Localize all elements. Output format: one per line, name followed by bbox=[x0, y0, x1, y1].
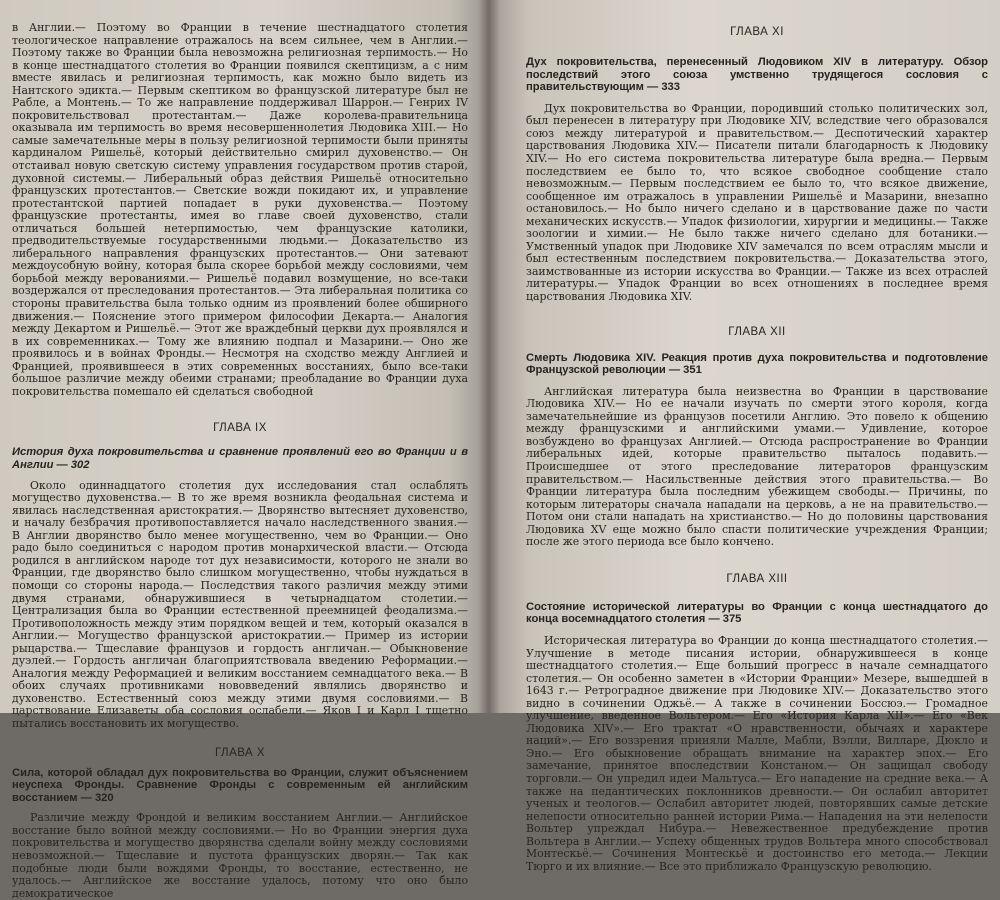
chapter-10-title: Сила, которой обладал дух покровительства во Франции, служит объяснением неуспеха Фронды. Сравнение Фронды с современным ей английским восстанием — 320 bbox=[12, 766, 468, 804]
book-gutter bbox=[478, 0, 500, 713]
chapter-9-heading: ГЛАВА IX bbox=[213, 422, 267, 435]
chapter-12-heading: ГЛАВА XII bbox=[728, 325, 786, 338]
chapter-13-body: Историческая литература во Франции до конца шестнадцатого столетия.— Улучшение в методе писания истории, обнаружившееся в конце шестнадцатого столетия.— Еще больший прогресс в начале семнадцатого столетия.— Он особенно заметен в «Истории Франции» Мезере, вышедшей в 1643 г.— Ретроградное движение при Людовике XIV.— Доказательство этого видно в сочинении Оджьё.— А также в сочинении Боссюэ.— Громадное улучшение, введенное Вольтером.— Его «История Карла XII».— Его «Век Людовика XIV».— Его трактат «О нравственности, обычаях и характере наций».— Его воззрения приняли Малле, Мабли, Вэлли, Вилларе, Дюкло и Эно.— Его обыкновение обращать внимание на характер эпох.— Его замечание, принятое впоследствии Констаном.— Он защищал свободу торговли.— Он упредил идеи Мальтуса.— Его нападение на средние века.— А также на педантических поклонников древности.— Он ослабил авторитет ученых и теологов.— Ослабил авторитет людей, повторявших самые детские нелепости относительно ранней истории Рима.— Нападения на эти нелепости Вольтер упреждал Нибура.— Невежественное предубеждение против Вольтера в Англии.— Успеху общенных трудов Вольтера много способствовал Монтескьё.— Сочинения Монтескьё и достоинство его метода.— Лекции Тюрго и их влияние.— Все это приближало Французскую революцию. bbox=[526, 634, 988, 873]
chapter-9-body: Около одиннадцатого столетия дух исследования стал ослаблять могущество духовенства.— В то же время возникла феодальная система и явилась наследственная аристократия.— Дворянство вытесняет духовенство, и началу безбрачия противопоставляется начало наследственного звания.— В Англии дворянство было менее могущественно, чем во Франции.— Оно радо было соединиться с народом против монархической власти.— Отсюда родился в английском народе тот дух независимости, которого не знали во Франции, где дворянство было слишком могущественно, чтобы нуждаться в помощи со стороны народа.— Последствия такого различия между этими двумя странами, обнаружившиеся в четырнадцатом столетии.— Централизация была во Франции естественной преемницей феодализма.— Противоположность между этим порядком вещей и тем, который оказался в Англии.— Могущество французской аристократии.— Пример из истории рыцарства.— Тщеславие французов и гордость англичан.— Обыкновение дуэлей.— Гордость англичан благоприятствовала введению Реформации.— Аналогия между Реформацией и великим восстанием семнадцатого века.— В обоих случаях противниками нововведений являлись дворянство и духовенство. Естественный союз между этими двумя сословиями.— В царствование Елизаветы оба сословия ослабели.— Яков I и Карл I тщетно пытались восстановить их могущество. bbox=[12, 478, 468, 730]
chapter-11-heading: ГЛАВА XI bbox=[730, 26, 784, 38]
chapter-13-title: Состояние исторической литературы во Франции с конца шестнадцатого до конца восемнадцатого столетия — 375 bbox=[526, 600, 988, 626]
right-page bbox=[488, 0, 1000, 873]
chapter-11-body: Дух покровительства во Франции, породивший столько политических зол, был перенесен в литературу при Людовике XIV, вследствие чего образовался союз между литературой и правительством.— Деспотический характер царствования Людовика XIV.— Писатели питали благодарность к Людовику XIV.— Но его система покровительства литературе была вредна.— Первым последствием ее было то, что всякое свободное сообщение стало невозможным.— Первым последствием ее было то, что всякое движение, сообщенное им отражалось в управлении Ришельё и Мазарини, внезапно остановилось.— Но было ничего сделано и в царствование даже по части механических искусств.— Упадок физиологии, хирургии и медицины.— Также зоологии и химии.— Не было также ничего сделано для ботаники.— Умственный упадок при Людовике XIV замечался по всем отраслям мысли и был естественным последствием покровительства.— Доказательства этого, заимствованные из истории искусства во Франции.— Также из всех отраслей литературы.— Упадок Франции во всех отношениях в последнее время царствования Людовика XIV. bbox=[526, 101, 988, 303]
left-page bbox=[0, 0, 488, 900]
intro-paragraph: в Англии.— Поэтому во Франции в течение шестнадцатого столетия теологическое направление отражалось на всем сильнее, чем в Англии.— Поэтому также во Франции была невозможна религиозная терпимость.— Но в конце шестнадцатого столетия во Франции появился скептицизм, а с ним вместе явилась и религиозная терпимость, как можно было видеть из Нантского эдикта.— Первым скептиком во французской литературе был не Рабле, а Монтень.— То же направление поддерживал Шаррон.— Генрих IV покровительствовал протестантам.— Даже королева-правительница оказывала им терпимость во время несовершеннолетия Людовика XIII.— Но самые замечательные меры в пользу религиозной терпимости были приняты кардиналом Ришельё, который действительно смирил духовенство.— Он отстаивал новую светскую систему управления государством против старой, духовной системы.— Либеральный образ действия Ришельё относительно французских протестантов.— Светские вожди покидают их, и управление протестантской партией попадает в руки духовенства.— Поэтому французские протестанты, имея во главе своей духовенство, стали отличаться большей нетерпимостью, чем французские католики, предводительствуемые государственными людьми.— Доказательство из либерального направления французских протестантов.— Они затевают междоусобную войну, которая была скорее борьбой между сословиями, чем борьбой между верованиями.— Ришельё подавил возмущение, но все-таки воздержался от преследования протестантов.— Эта либеральная политика со стороны правительства была только одним из проявлений более обширного движения.— Пояснение этого примером философии Декарта.— Аналогия между Декартом и Ришельё.— Этот же враждебный церкви дух проявлялся и в их современниках.— Тому же влиянию подпал и Мазарини.— Оно же проявилось и в войнах Фронды.— Несмотря на сходство между Англией и Францией, проявившееся в этих современных восстаниях, было все-таки большое различие между обеими странами; преобладание во Франции духа покровительства помешало ей сделаться свободной bbox=[12, 21, 468, 398]
chapter-10-body: Различие между Фрондой и великим восстанием Англии.— Английское восстание было войной между сословиями.— Но во Франции энергия духа покровительства и могущество дворянства сделали войну между сословиями невозможной.— Тщеславие и пустота французских дворян.— Так как подобные люди были вождями Фронды, то восстание, естественно, не удалось.— Английское же восстание удалось, потому что оно было демократическое bbox=[12, 811, 468, 900]
chapter-12-body: Английская литература была неизвестна во Франции в царствование Людовика XIV.— Но ее начали изучать по смерти этого короля, когда замечательнейшие из французов посетили Англию. Это повело к общению между французскими и английскими умами.— Удивление, которое возбуждено во французах Англией.— Отсюда распространение во Франции либеральных идей, которые правительство пыталось подавить.— Происшедшее от этого преследование литераторов французским правительством.— Насильственные действия этого правительства.— Во Франции литература была последним убежищем свободы.— Причины, по которым литераторы сначала нападали на церковь, а не на правительство.— Потом они стали нападать на христианство.— Но до половины царствования Людовика XV еще можно было спасти политические учреждения Франции; после же этого периода все было кончено. bbox=[526, 384, 988, 549]
left-column bbox=[12, 0, 468, 900]
chapter-12-title: Смерть Людовика XIV. Реакция против духа покровительства и подготовление Французской революции — 351 bbox=[526, 351, 988, 377]
right-column bbox=[526, 0, 988, 873]
chapter-11-title: Дух покровительства, перенесенный Людовиком XIV в литературу. Обзор последствий этого союза умственно трудящегося сословия с правительствующим — 333 bbox=[526, 56, 988, 94]
chapter-10-heading: ГЛАВА X bbox=[214, 746, 266, 759]
chapter-13-heading: ГЛАВА XIII bbox=[726, 572, 788, 585]
chapter-9-title: История духа покровительства и сравнение проявлений его во Франции и в Англии — 302 bbox=[12, 446, 468, 471]
